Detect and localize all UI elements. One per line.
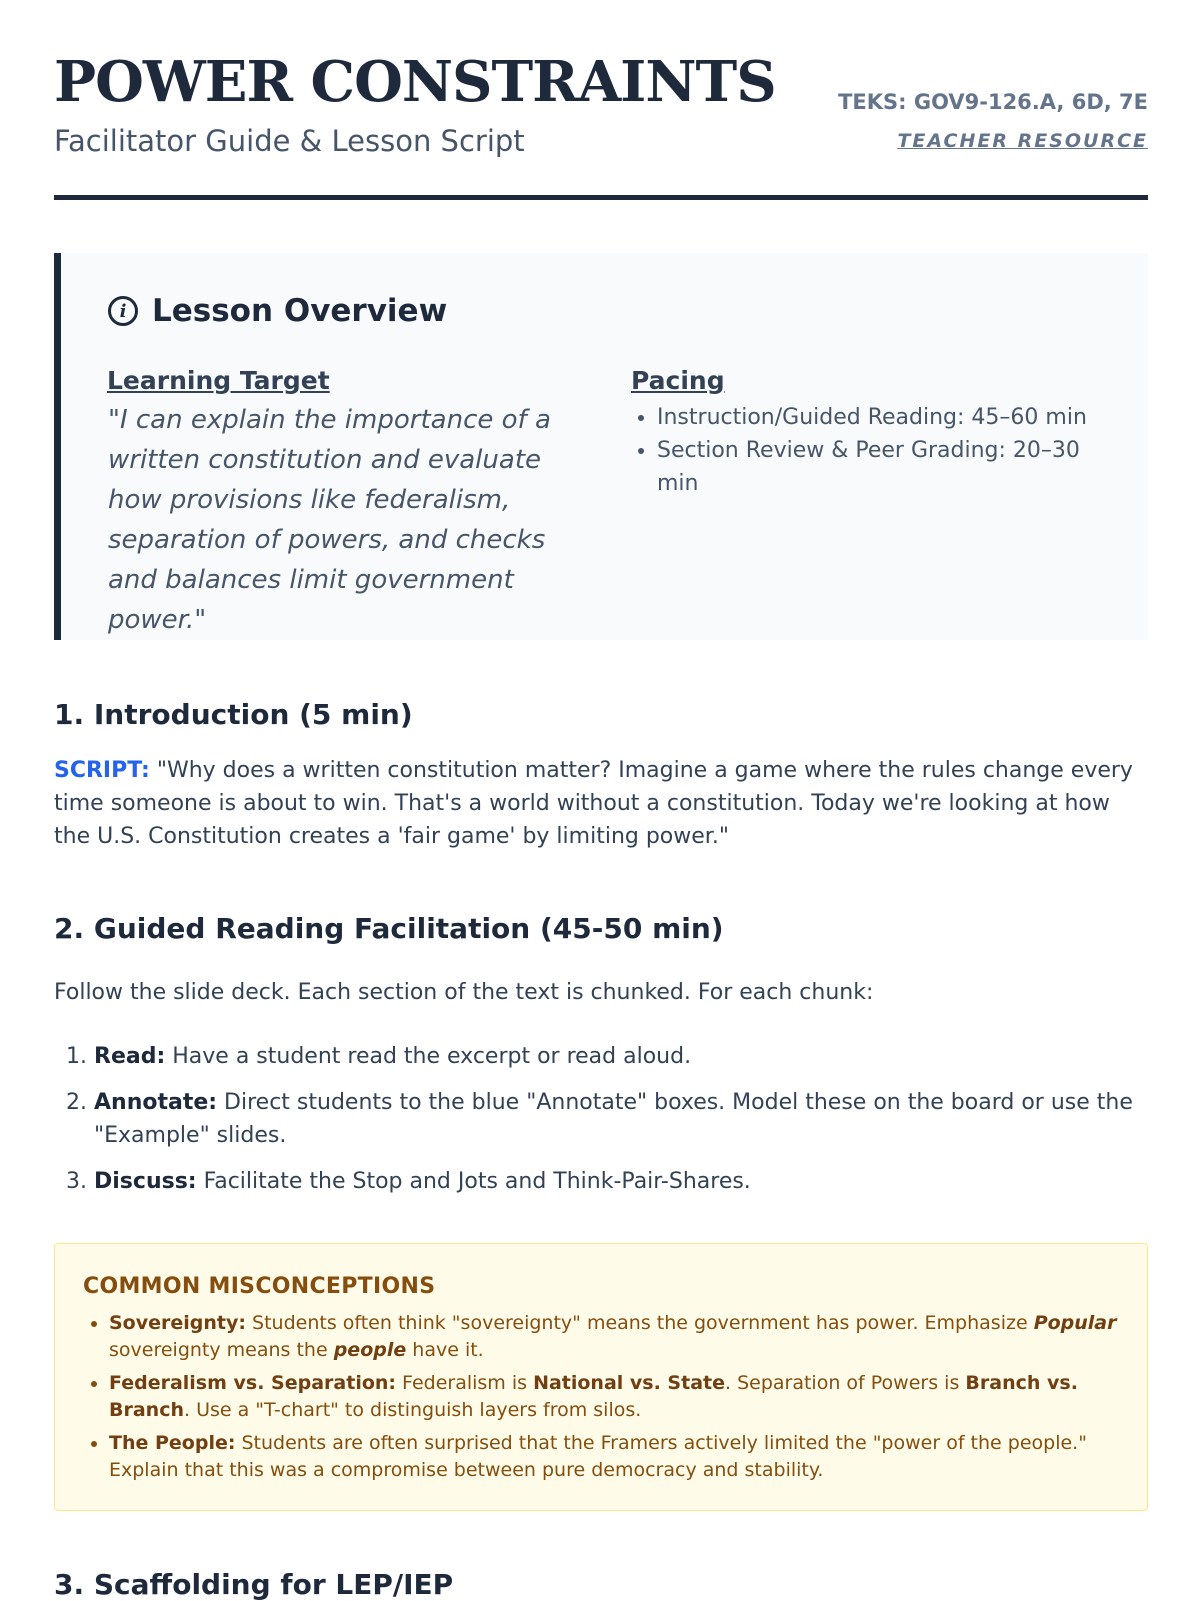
item-text: Federalism is: [396, 1372, 534, 1394]
script-text: "Why does a written constitution matter? Imagine a game where the rules change every time someone is about to win. That's a world without a constitution. Today we're looking at how the U.S. Constitution creates a 'fair game' by limiting power.": [54, 758, 1133, 849]
item-text: Students often think "sovereignty" means the government has power. Emphasize: [245, 1312, 1034, 1334]
overview-title: Lesson Overview: [152, 293, 448, 329]
emphasis-text: people: [333, 1339, 407, 1361]
learning-target-text: "I can explain the importance of a written constitution and evaluate how provisions like federalism, separation of powers, and checks and balances limit government power.": [108, 405, 551, 635]
step-label: Annotate:: [94, 1090, 218, 1115]
step-text: Direct students to the blue "Annotate" boxes. Model these on the board or use the "Example" slides.: [94, 1090, 1133, 1148]
overview-heading: [108, 293, 447, 329]
pacing-label: Pacing: [631, 366, 725, 395]
item-label: Sovereignty:: [109, 1312, 246, 1334]
item-text: . Use a "T-chart" to distinguish layers from silos.: [184, 1399, 642, 1421]
misconceptions-list: [83, 1310, 1139, 1490]
list-item: [94, 1086, 1188, 1152]
guided-steps: [54, 1040, 1188, 1211]
page-title: POWER CONSTRAINTS: [54, 49, 776, 115]
misconceptions-box: [54, 1243, 1148, 1511]
step-text: Have a student read the excerpt or read aloud.: [165, 1044, 692, 1069]
item-text: have it.: [406, 1339, 484, 1361]
pacing-item: • Instruction/Guided Reading: 45–60 min: [657, 401, 1127, 434]
item-text: Students are often surprised that the Framers actively limited the "power of the people." Explain that this was a compromise between pure democracy and stability.: [109, 1432, 1087, 1481]
emphasis-text: National vs. State: [533, 1372, 725, 1394]
teks-label: TEKS: GOV9-126.A, 6D, 7E: [838, 90, 1148, 114]
item-text: . Separation of Powers is: [725, 1372, 966, 1394]
emphasis-text: Popular: [1033, 1312, 1117, 1334]
step-text: Facilitate the Stop and Jots and Think-Pair-Shares.: [196, 1169, 751, 1194]
section-heading-introduction: 1. Introduction (5 min): [54, 698, 413, 731]
section-heading-scaffolding: 3. Scaffolding for LEP/IEP: [54, 1568, 454, 1601]
item-label: Federalism vs. Separation:: [109, 1372, 397, 1394]
list-item: [109, 1430, 1139, 1484]
list-item: [94, 1040, 1188, 1073]
emphasis-text: Branch vs. Branch: [109, 1372, 1078, 1421]
misconceptions-title: COMMON MISCONCEPTIONS: [83, 1274, 436, 1299]
guided-intro: Follow the slide deck. Each section of the text is chunked. For each chunk:: [54, 980, 874, 1005]
script-label: SCRIPT:: [54, 758, 150, 783]
lesson-overview-box: [54, 253, 1148, 640]
info-icon: i: [108, 296, 138, 326]
page: [54, 0, 1148, 1601]
pacing-item: • Section Review & Peer Grading: 20–30 min: [657, 434, 1127, 500]
section-heading-guided-reading: 2. Guided Reading Facilitation (45-50 min): [54, 912, 724, 945]
intro-script: [54, 754, 1148, 853]
list-item: [94, 1165, 1188, 1198]
list-item: [109, 1310, 1139, 1364]
learning-target-label: Learning Target: [107, 366, 330, 395]
page-subtitle: Facilitator Guide & Lesson Script: [54, 124, 525, 158]
pacing-list: [631, 401, 1127, 500]
step-label: Read:: [94, 1044, 166, 1069]
teacher-resource-label: TEACHER RESOURCE: [897, 130, 1148, 152]
step-label: Discuss:: [94, 1169, 197, 1194]
item-text: sovereignty means the: [109, 1339, 334, 1361]
item-label: The People:: [109, 1432, 236, 1454]
header: [54, 0, 1148, 200]
list-item: [109, 1370, 1139, 1424]
